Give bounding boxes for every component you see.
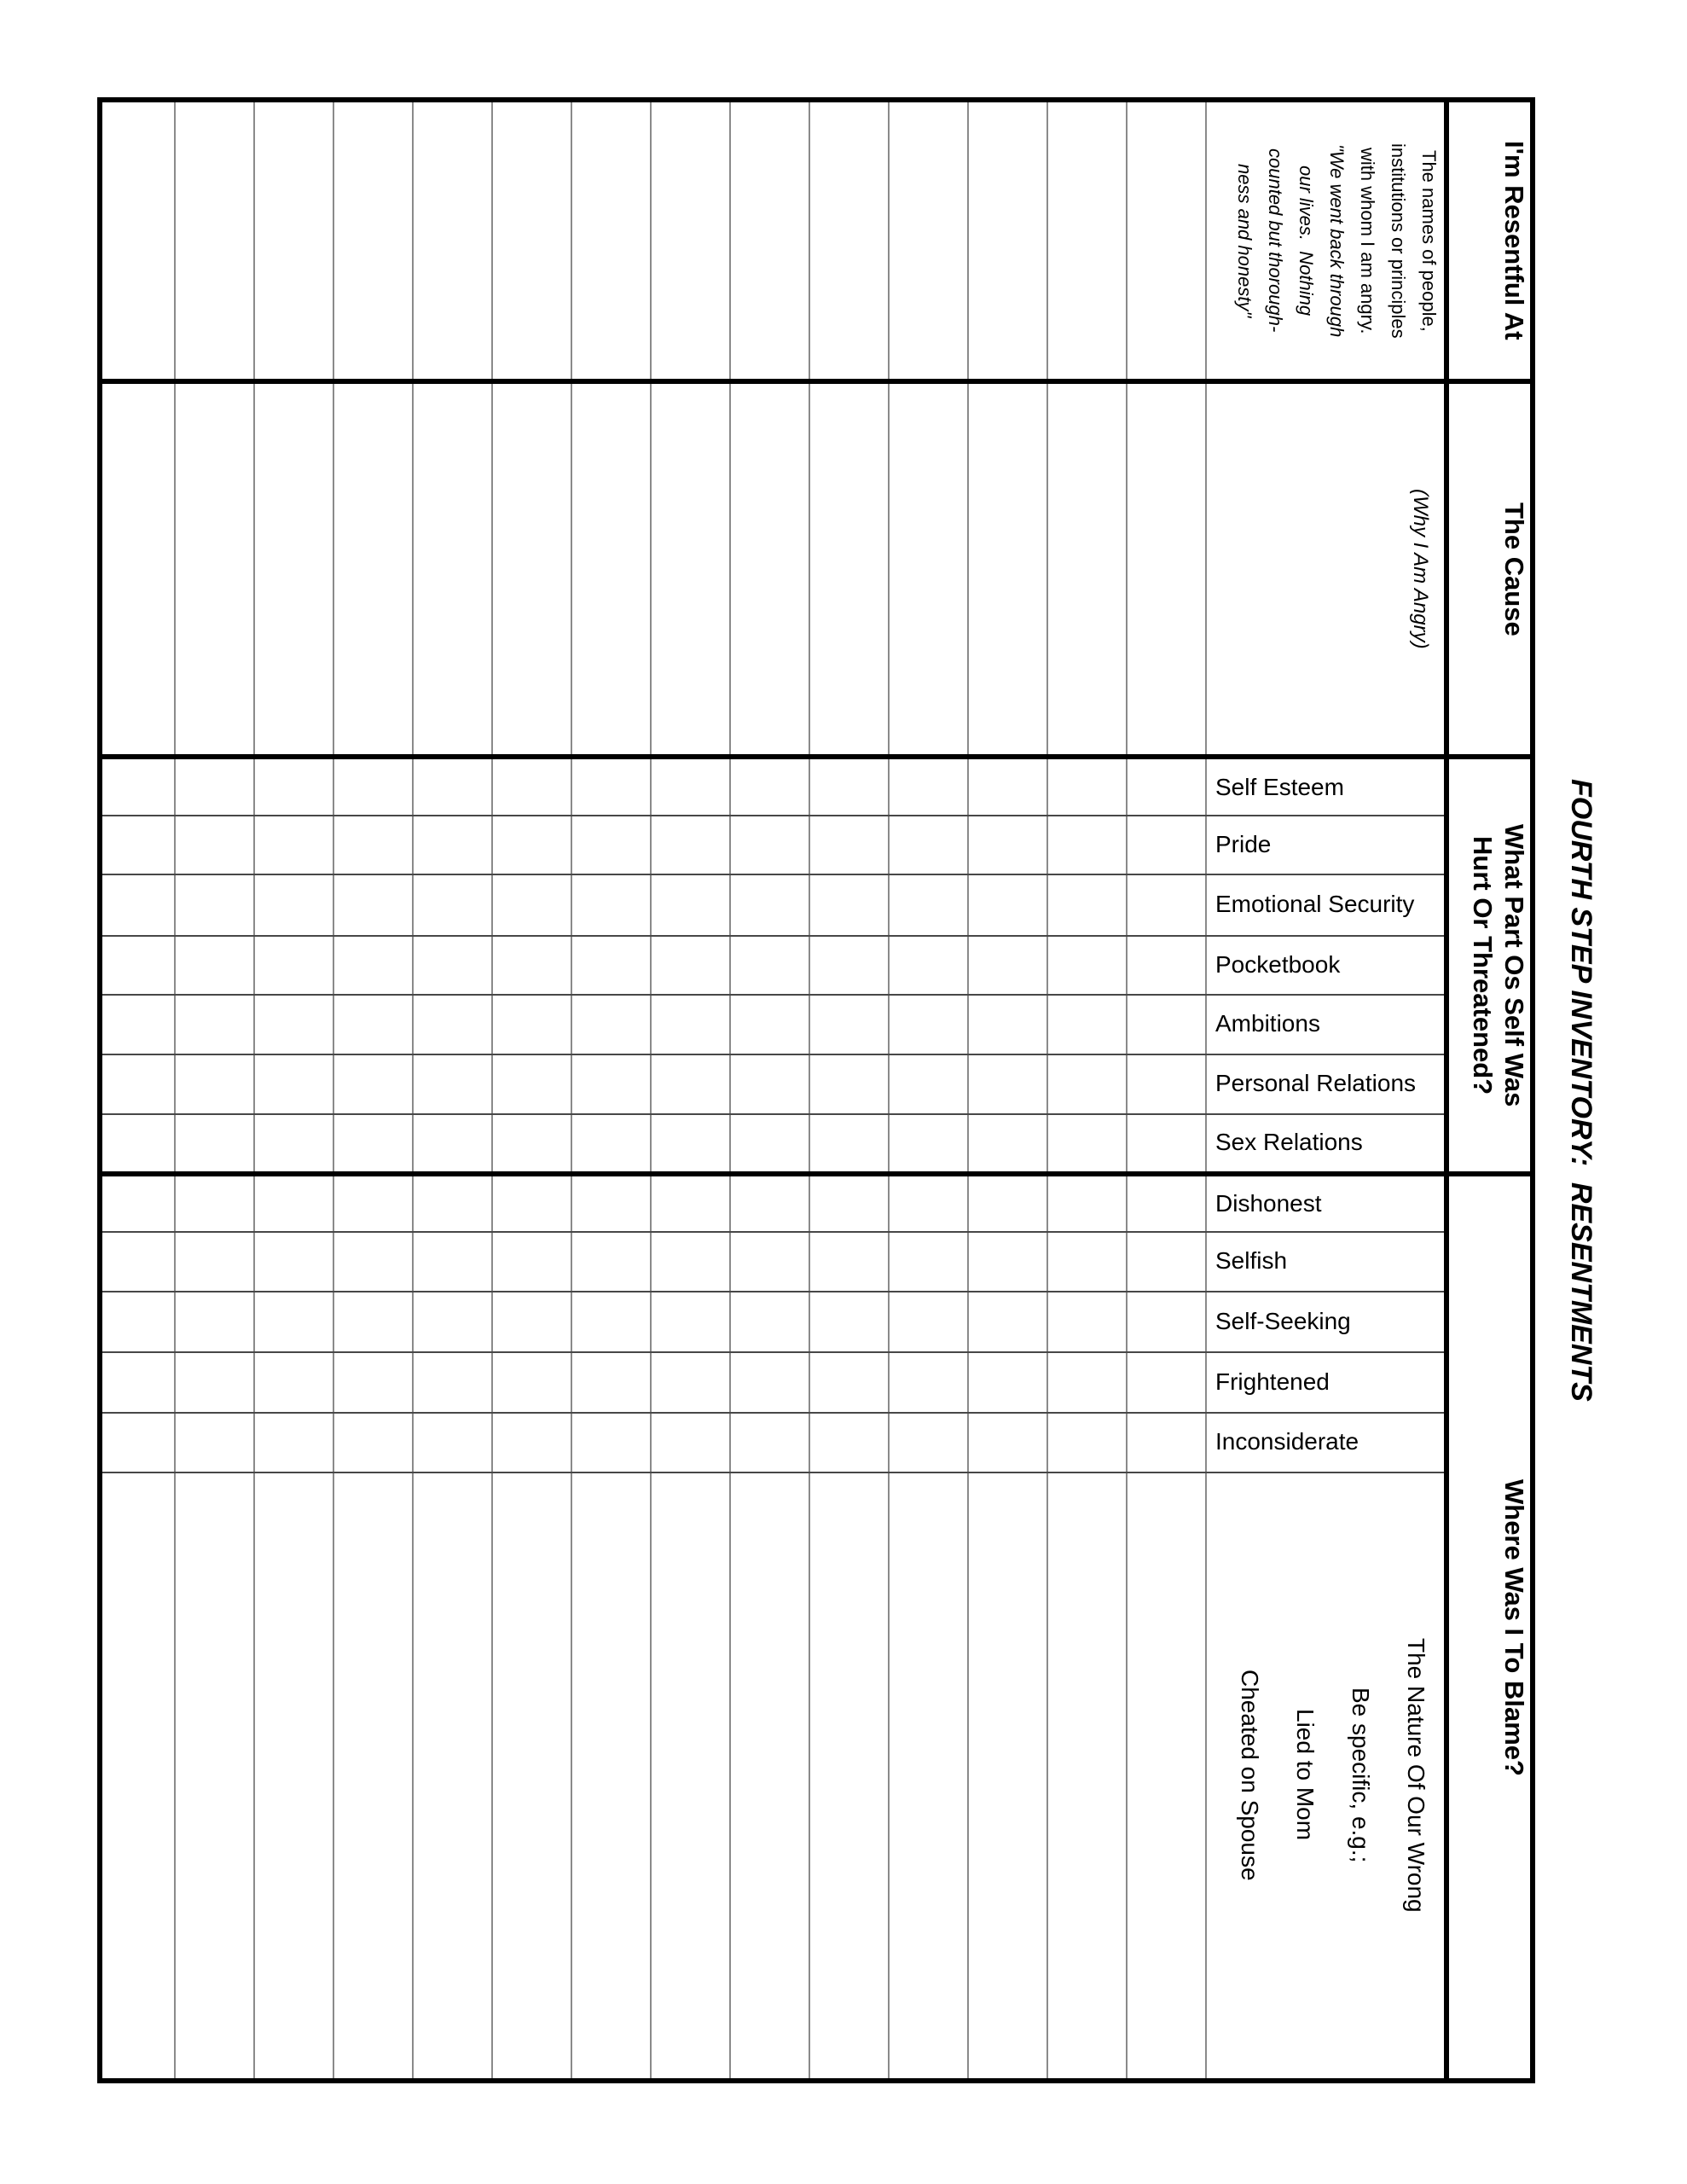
inventory-table [97,97,1535,2083]
affect-label: Pocketbook [1215,950,1341,978]
v-grid-line [412,102,414,2078]
bigbook-quote [1229,102,1352,379]
nature-of-wrong-cell [1207,1472,1444,2078]
header-what-part-hurt [1449,759,1530,1171]
quote-line: "We went back through [1326,143,1348,338]
v-grid-line [729,102,731,2078]
notes-line: Cheated on Spouse [1237,1669,1263,1881]
quote-line: counted but thorough- [1265,148,1286,333]
description-line: with whom I am angry. [1357,147,1378,334]
affect-label: Personal Relations [1215,1070,1417,1096]
quote-line: ness and honesty" [1234,163,1255,318]
header-line: Hurt Or Threatened? [1468,835,1498,1095]
v-grid-line [888,102,890,2078]
header-line: What Part Os Self Was [1499,823,1529,1107]
v-grid-line [491,102,493,2078]
v-grid-line [333,102,334,2078]
quote-line: our lives. Nothing [1296,165,1317,317]
blame-label: Frightened [1215,1368,1330,1395]
v-grid-line [809,102,810,2078]
blame-label: Self-Seeking [1215,1307,1351,1334]
affect-label: Pride [1215,830,1272,857]
blame-label: Selfish [1215,1247,1288,1274]
v-grid-line [174,102,176,2078]
v-grid-line [253,102,255,2078]
blame-label: Dishonest [1215,1190,1322,1217]
v-grid-line [650,102,652,2078]
header-where-was-i-to-blame: Where Was I To Blame? [1499,1478,1529,1776]
v-grid-line [571,102,572,2078]
description-paragraph [1352,102,1444,379]
page-title: FOURTH STEP INVENTORY: RESENTMENTS [1565,779,1597,1402]
v-grid-line [1046,102,1048,2078]
blame-label: Inconsiderate [1215,1428,1359,1455]
affect-label: Emotional Security [1215,891,1415,917]
resentful-description-cell [1207,102,1444,379]
cause-note-cell: (Why I Am Angry) [1409,489,1432,649]
notes-line: The Nature Of Our Wrong [1403,1637,1429,1913]
affect-label: Sex Relations [1215,1129,1363,1155]
affect-label: Ambitions [1215,1010,1320,1037]
affect-label: Self Esteem [1215,773,1344,800]
header-im-resentful-at: I'm Resentful At [1499,141,1529,340]
description-line: The names of people, [1418,149,1440,332]
v-grid-line [1126,102,1128,2078]
v-grid-line [967,102,969,2078]
notes-line: Lied to Mom [1292,1709,1319,1841]
description-line: institutions or principles [1388,142,1409,339]
notes-line: Be specific, e.g.; [1348,1687,1374,1863]
header-the-cause: The Cause [1499,502,1529,636]
